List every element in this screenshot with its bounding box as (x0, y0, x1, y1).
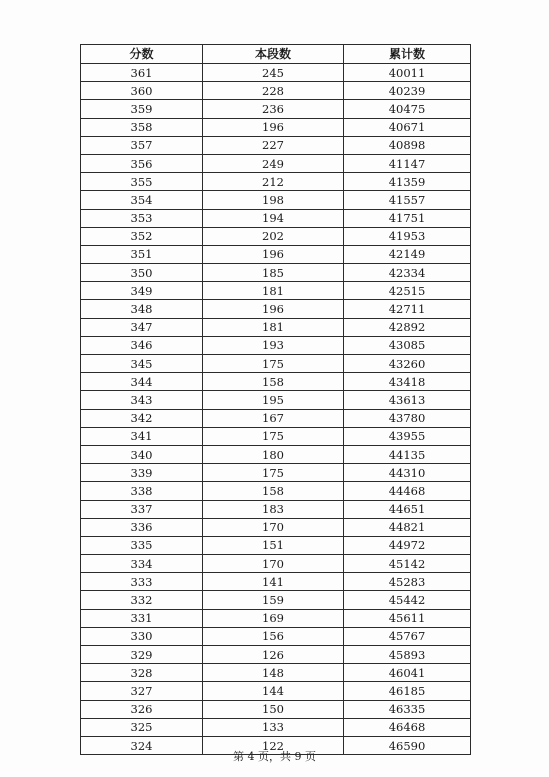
column-header-segment-count: 本段数 (203, 45, 344, 64)
cumulative-count-cell: 46468 (344, 718, 471, 736)
score-cell: 358 (81, 118, 203, 136)
cumulative-count-cell: 41359 (344, 173, 471, 191)
segment-count-cell: 196 (203, 300, 344, 318)
score-cell: 353 (81, 209, 203, 227)
cumulative-count-cell: 42334 (344, 264, 471, 282)
score-cell: 332 (81, 591, 203, 609)
score-cell: 335 (81, 536, 203, 554)
score-cell: 329 (81, 646, 203, 664)
score-cell: 330 (81, 627, 203, 645)
segment-count-cell: 236 (203, 100, 344, 118)
segment-count-cell: 150 (203, 700, 344, 718)
cumulative-count-cell: 43260 (344, 355, 471, 373)
score-cell: 333 (81, 573, 203, 591)
score-cell: 359 (81, 100, 203, 118)
score-cell: 336 (81, 518, 203, 536)
score-cell: 356 (81, 154, 203, 172)
cumulative-count-cell: 40239 (344, 82, 471, 100)
segment-count-cell: 198 (203, 191, 344, 209)
table-row (81, 555, 471, 573)
cumulative-count-cell: 40011 (344, 64, 471, 82)
cumulative-count-cell: 40671 (344, 118, 471, 136)
table-row (81, 154, 471, 172)
cumulative-count-cell: 44468 (344, 482, 471, 500)
table-row (81, 391, 471, 409)
score-cell: 340 (81, 445, 203, 463)
table-row (81, 445, 471, 463)
score-cell: 331 (81, 609, 203, 627)
table-row (81, 282, 471, 300)
table-row (81, 609, 471, 627)
column-header-score: 分数 (81, 45, 203, 64)
table-row (81, 191, 471, 209)
table-row (81, 318, 471, 336)
score-cell: 360 (81, 82, 203, 100)
segment-count-cell: 141 (203, 573, 344, 591)
score-cell: 334 (81, 555, 203, 573)
cumulative-count-cell: 44972 (344, 536, 471, 554)
table-row (81, 518, 471, 536)
segment-count-cell: 159 (203, 591, 344, 609)
table-row (81, 700, 471, 718)
segment-count-cell: 169 (203, 609, 344, 627)
cumulative-count-cell: 44821 (344, 518, 471, 536)
segment-count-cell: 175 (203, 464, 344, 482)
score-cell: 337 (81, 500, 203, 518)
segment-count-cell: 148 (203, 664, 344, 682)
score-cell: 357 (81, 136, 203, 154)
cumulative-count-cell: 42711 (344, 300, 471, 318)
score-cell: 342 (81, 409, 203, 427)
cumulative-count-cell: 46185 (344, 682, 471, 700)
segment-count-cell: 170 (203, 555, 344, 573)
cumulative-count-cell: 41751 (344, 209, 471, 227)
cumulative-count-cell: 45442 (344, 591, 471, 609)
cumulative-count-cell: 41557 (344, 191, 471, 209)
cumulative-count-cell: 46335 (344, 700, 471, 718)
table-row (81, 409, 471, 427)
score-cell: 354 (81, 191, 203, 209)
table-row (81, 718, 471, 736)
segment-count-cell: 156 (203, 627, 344, 645)
segment-count-cell: 126 (203, 646, 344, 664)
table-body (81, 64, 471, 755)
cumulative-count-cell: 46590 (344, 736, 471, 754)
score-cell: 327 (81, 682, 203, 700)
score-cell: 324 (81, 736, 203, 754)
table-row (81, 646, 471, 664)
cumulative-count-cell: 42515 (344, 282, 471, 300)
segment-count-cell: 151 (203, 536, 344, 554)
segment-count-cell: 158 (203, 373, 344, 391)
segment-count-cell: 227 (203, 136, 344, 154)
page-number-footer: 第 4 页，共 9 页 (233, 750, 316, 763)
table-row (81, 591, 471, 609)
table-row (81, 82, 471, 100)
table-row (81, 245, 471, 263)
segment-count-cell: 170 (203, 518, 344, 536)
table-row (81, 336, 471, 354)
score-distribution-table (80, 44, 471, 755)
segment-count-cell: 175 (203, 355, 344, 373)
score-cell: 341 (81, 427, 203, 445)
cumulative-count-cell: 45767 (344, 627, 471, 645)
segment-count-cell: 158 (203, 482, 344, 500)
score-cell: 350 (81, 264, 203, 282)
score-cell: 344 (81, 373, 203, 391)
table-row (81, 118, 471, 136)
cumulative-count-cell: 40898 (344, 136, 471, 154)
segment-count-cell: 180 (203, 445, 344, 463)
segment-count-cell: 195 (203, 391, 344, 409)
score-cell: 351 (81, 245, 203, 263)
cumulative-count-cell: 45283 (344, 573, 471, 591)
table-row (81, 300, 471, 318)
segment-count-cell: 249 (203, 154, 344, 172)
table-row (81, 464, 471, 482)
column-header-cumulative-count: 累计数 (344, 45, 471, 64)
segment-count-cell: 202 (203, 227, 344, 245)
segment-count-cell: 181 (203, 282, 344, 300)
segment-count-cell: 183 (203, 500, 344, 518)
segment-count-cell: 194 (203, 209, 344, 227)
segment-count-cell: 133 (203, 718, 344, 736)
score-cell: 361 (81, 64, 203, 82)
table-row (81, 627, 471, 645)
score-cell: 346 (81, 336, 203, 354)
cumulative-count-cell: 41147 (344, 154, 471, 172)
score-cell: 347 (81, 318, 203, 336)
cumulative-count-cell: 43085 (344, 336, 471, 354)
score-cell: 338 (81, 482, 203, 500)
table-row (81, 373, 471, 391)
table-row (81, 536, 471, 554)
segment-count-cell: 181 (203, 318, 344, 336)
table-row (81, 209, 471, 227)
segment-count-cell: 228 (203, 82, 344, 100)
table-row (81, 64, 471, 82)
cumulative-count-cell: 44651 (344, 500, 471, 518)
cumulative-count-cell: 41953 (344, 227, 471, 245)
table-row (81, 500, 471, 518)
score-cell: 326 (81, 700, 203, 718)
score-cell: 339 (81, 464, 203, 482)
table-row (81, 173, 471, 191)
cumulative-count-cell: 40475 (344, 100, 471, 118)
cumulative-count-cell: 44135 (344, 445, 471, 463)
table-row (81, 482, 471, 500)
segment-count-cell: 196 (203, 245, 344, 263)
table-header-row (81, 45, 471, 64)
table-row (81, 227, 471, 245)
table-row (81, 573, 471, 591)
cumulative-count-cell: 43613 (344, 391, 471, 409)
table-row (81, 100, 471, 118)
table-row (81, 264, 471, 282)
cumulative-count-cell: 43418 (344, 373, 471, 391)
segment-count-cell: 167 (203, 409, 344, 427)
table-row (81, 136, 471, 154)
score-cell: 343 (81, 391, 203, 409)
table-row (81, 355, 471, 373)
score-cell: 355 (81, 173, 203, 191)
segment-count-cell: 122 (203, 736, 344, 754)
table-row (81, 427, 471, 445)
cumulative-count-cell: 43780 (344, 409, 471, 427)
cumulative-count-cell: 43955 (344, 427, 471, 445)
score-cell: 349 (81, 282, 203, 300)
segment-count-cell: 185 (203, 264, 344, 282)
score-cell: 345 (81, 355, 203, 373)
score-cell: 352 (81, 227, 203, 245)
table-row (81, 682, 471, 700)
segment-count-cell: 212 (203, 173, 344, 191)
cumulative-count-cell: 42149 (344, 245, 471, 263)
segment-count-cell: 245 (203, 64, 344, 82)
cumulative-count-cell: 45611 (344, 609, 471, 627)
score-cell: 325 (81, 718, 203, 736)
cumulative-count-cell: 42892 (344, 318, 471, 336)
table-row (81, 664, 471, 682)
segment-count-cell: 144 (203, 682, 344, 700)
cumulative-count-cell: 46041 (344, 664, 471, 682)
cumulative-count-cell: 45142 (344, 555, 471, 573)
cumulative-count-cell: 44310 (344, 464, 471, 482)
segment-count-cell: 193 (203, 336, 344, 354)
segment-count-cell: 175 (203, 427, 344, 445)
cumulative-count-cell: 45893 (344, 646, 471, 664)
score-cell: 348 (81, 300, 203, 318)
score-cell: 328 (81, 664, 203, 682)
segment-count-cell: 196 (203, 118, 344, 136)
